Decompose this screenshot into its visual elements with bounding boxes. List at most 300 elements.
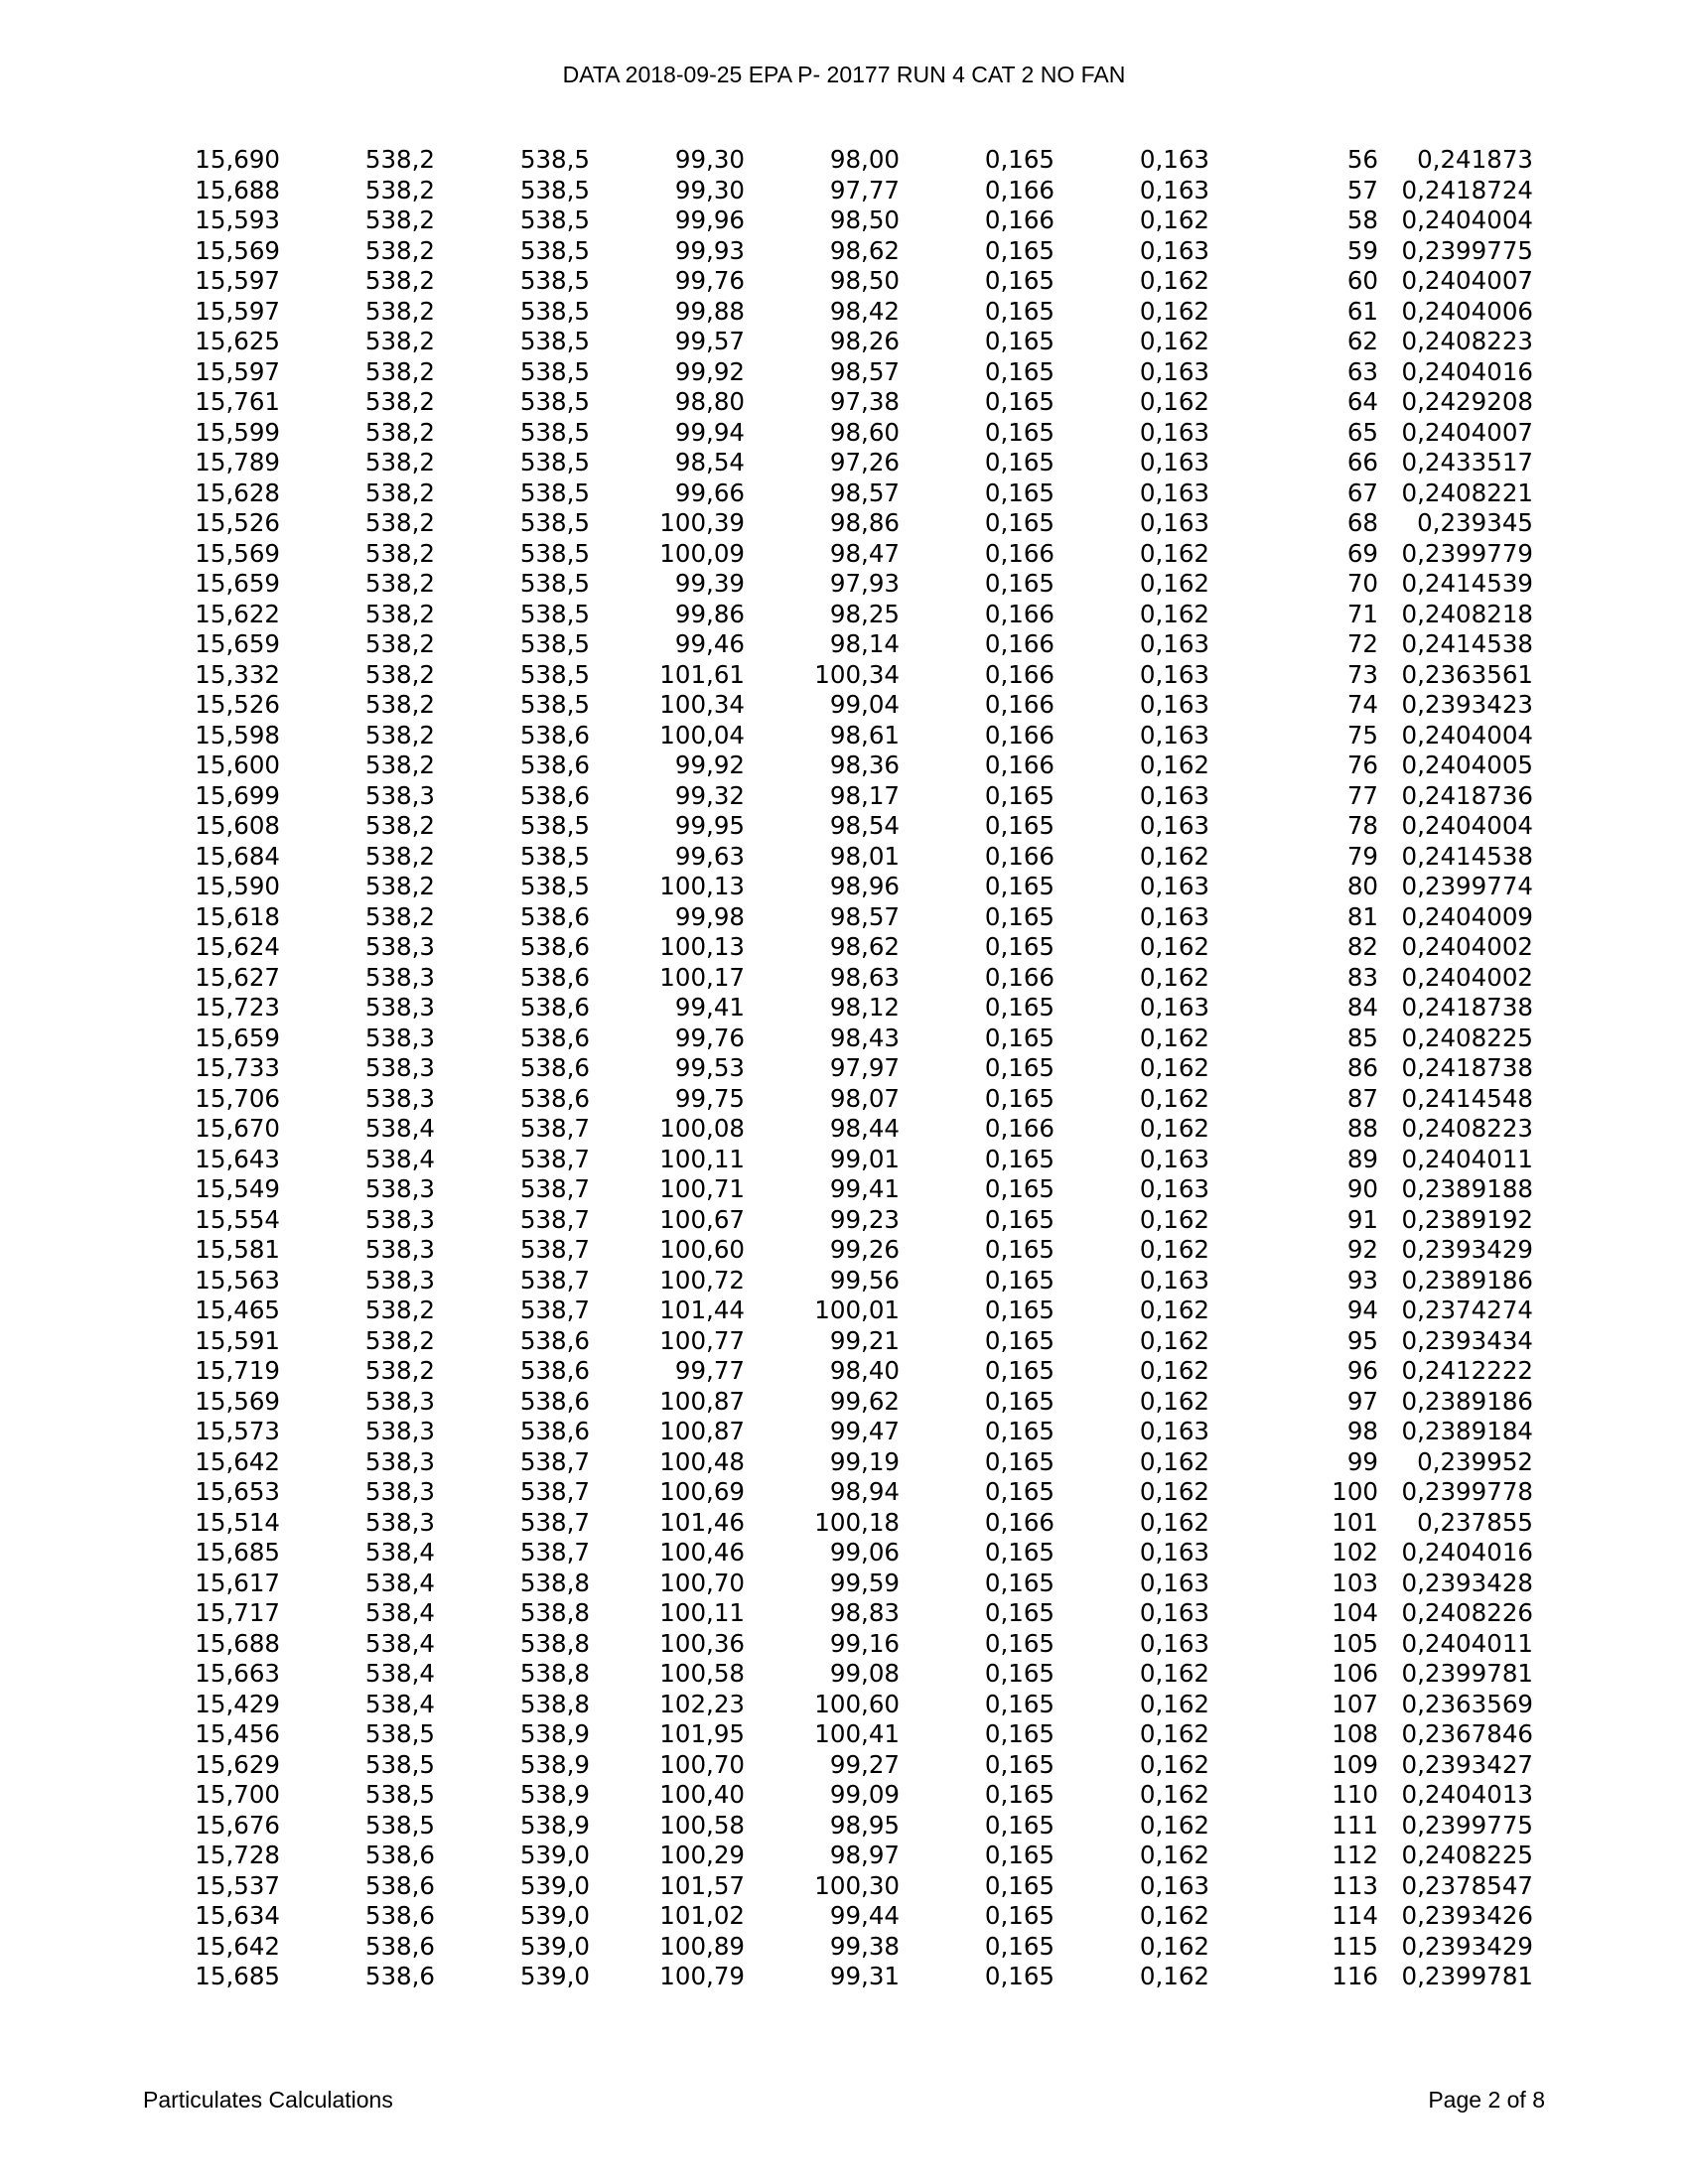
table-cell: 538,2	[364, 235, 435, 265]
table-cell: 0,162	[1139, 751, 1209, 779]
table-cell: 538,2	[364, 538, 435, 568]
table-cell: 101	[1332, 1507, 1378, 1537]
table-cell: 98,54	[829, 811, 900, 840]
table-cell: 538,5	[519, 659, 590, 689]
table-cell: 100,77	[659, 1325, 745, 1355]
table-cell: 56	[1346, 145, 1378, 174]
table-cell: 538,7	[519, 1507, 590, 1537]
table-cell: 91	[1346, 1204, 1378, 1234]
table-cell: 0,239345	[1417, 508, 1533, 537]
table-cell: 15,597	[195, 296, 280, 326]
table-cell: 15,629	[195, 1749, 280, 1779]
table-cell: 98,61	[829, 720, 900, 750]
table-row	[159, 1114, 1533, 1145]
table-cell: 100,17	[659, 962, 745, 992]
table-cell: 538,4	[364, 1538, 435, 1567]
table-cell: 15,429	[195, 1689, 280, 1718]
table-cell: 100,41	[814, 1719, 900, 1748]
table-cell: 0,165	[984, 1023, 1055, 1052]
table-cell: 538,3	[364, 993, 435, 1022]
table-cell: 0,2374274	[1401, 1296, 1533, 1324]
table-cell: 0,163	[1139, 780, 1209, 810]
table-cell: 100,29	[659, 1841, 745, 1869]
table-cell: 15,581	[195, 1235, 280, 1264]
table-row	[159, 781, 1533, 812]
table-cell: 98,43	[829, 1023, 900, 1052]
table-cell: 99,21	[829, 1325, 900, 1355]
table-cell: 539,0	[519, 1870, 590, 1900]
table-cell: 0,163	[1139, 629, 1209, 658]
table-cell: 0,165	[984, 296, 1055, 326]
table-cell: 0,162	[1139, 1296, 1209, 1324]
table-cell: 0,163	[1139, 145, 1209, 174]
table-cell: 102	[1332, 1538, 1378, 1567]
table-cell: 538,3	[364, 962, 435, 992]
table-cell: 15,628	[195, 478, 280, 507]
table-cell: 15,554	[195, 1204, 280, 1234]
table-cell: 82	[1346, 932, 1378, 961]
table-cell: 100,34	[814, 659, 900, 689]
table-cell: 0,2404011	[1401, 1628, 1533, 1658]
table-cell: 538,3	[364, 1507, 435, 1537]
table-cell: 99,19	[829, 1446, 900, 1476]
table-cell: 538,6	[364, 1870, 435, 1900]
table-cell: 0,166	[984, 175, 1055, 205]
table-cell: 15,688	[195, 1628, 280, 1658]
table-cell: 99,56	[829, 1265, 900, 1295]
table-cell: 538,2	[364, 508, 435, 537]
table-cell: 15,634	[195, 1901, 280, 1930]
table-row	[159, 932, 1533, 963]
table-cell: 538,5	[519, 175, 590, 205]
table-cell: 98,62	[829, 235, 900, 265]
table-cell: 538,4	[364, 1628, 435, 1658]
table-cell: 98,57	[829, 478, 900, 507]
table-row	[159, 1719, 1533, 1750]
table-cell: 0,165	[984, 993, 1055, 1022]
table-cell: 15,723	[195, 993, 280, 1022]
table-cell: 64	[1346, 387, 1378, 416]
table-cell: 538,2	[364, 629, 435, 658]
table-cell: 538,2	[364, 811, 435, 840]
table-row	[159, 660, 1533, 691]
table-cell: 0,163	[1139, 1144, 1209, 1173]
table-cell: 99,32	[674, 780, 745, 810]
table-cell: 15,700	[195, 1780, 280, 1809]
table-cell: 538,2	[364, 901, 435, 931]
table-cell: 100,60	[814, 1689, 900, 1718]
table-cell: 15,569	[195, 538, 280, 568]
table-cell: 90	[1346, 1174, 1378, 1203]
table-cell: 0,163	[1139, 811, 1209, 840]
table-cell: 15,663	[195, 1659, 280, 1688]
table-cell: 15,688	[195, 175, 280, 205]
table-cell: 0,162	[1139, 327, 1209, 355]
table-cell: 101,44	[659, 1296, 745, 1324]
table-cell: 70	[1346, 569, 1378, 598]
table-cell: 538,6	[364, 1931, 435, 1961]
table-row	[159, 1387, 1533, 1418]
table-cell: 100,71	[659, 1174, 745, 1203]
table-cell: 15,717	[195, 1598, 280, 1627]
table-cell: 538,5	[519, 205, 590, 234]
table-row	[159, 1145, 1533, 1175]
table-cell: 538,2	[364, 205, 435, 234]
table-cell: 98,62	[829, 932, 900, 961]
table-cell: 0,2399781	[1401, 1659, 1533, 1688]
table-cell: 538,5	[519, 387, 590, 416]
table-cell: 114	[1332, 1901, 1378, 1930]
table-cell: 0,2414538	[1401, 629, 1533, 658]
table-row	[159, 1901, 1533, 1932]
table-cell: 0,162	[1139, 1810, 1209, 1840]
table-cell: 102,23	[659, 1689, 745, 1718]
table-cell: 100	[1332, 1477, 1378, 1506]
table-cell: 538,4	[364, 1114, 435, 1143]
table-cell: 98,07	[829, 1083, 900, 1113]
table-cell: 15,624	[195, 932, 280, 961]
table-cell: 79	[1346, 841, 1378, 871]
table-cell: 15,659	[195, 1023, 280, 1052]
table-cell: 0,165	[984, 1810, 1055, 1840]
table-cell: 0,163	[1139, 659, 1209, 689]
table-cell: 100,08	[659, 1114, 745, 1143]
table-cell: 58	[1346, 205, 1378, 234]
table-cell: 0,165	[984, 932, 1055, 961]
table-cell: 0,2408225	[1401, 1023, 1533, 1052]
table-cell: 538,3	[364, 1204, 435, 1234]
table-cell: 100,87	[659, 1386, 745, 1416]
table-cell: 538,9	[519, 1780, 590, 1809]
table-cell: 60	[1346, 266, 1378, 295]
table-cell: 0,165	[984, 417, 1055, 447]
table-cell: 0,163	[1139, 356, 1209, 386]
table-cell: 15,591	[195, 1325, 280, 1355]
table-cell: 98,47	[829, 538, 900, 568]
table-cell: 100,09	[659, 538, 745, 568]
table-cell: 0,2393429	[1401, 1931, 1533, 1961]
table-cell: 0,2399774	[1401, 872, 1533, 900]
table-cell: 0,165	[984, 1325, 1055, 1355]
table-cell: 0,2399781	[1401, 1962, 1533, 1990]
table-cell: 0,163	[1139, 1568, 1209, 1597]
table-row	[159, 569, 1533, 600]
table-cell: 0,2389188	[1401, 1174, 1533, 1203]
data-table	[159, 145, 1533, 1992]
table-row	[159, 721, 1533, 751]
table-cell: 0,2408223	[1401, 327, 1533, 355]
table-cell: 538,4	[364, 1144, 435, 1173]
table-cell: 15,733	[195, 1053, 280, 1082]
table-cell: 74	[1346, 690, 1378, 719]
table-cell: 101,46	[659, 1507, 745, 1537]
table-cell: 98,60	[829, 417, 900, 447]
table-cell: 99,96	[674, 205, 745, 234]
table-cell: 0,2408218	[1401, 599, 1533, 628]
table-cell: 538,2	[364, 1325, 435, 1355]
table-cell: 538,4	[364, 1568, 435, 1597]
table-row	[159, 1024, 1533, 1054]
table-cell: 0,2393434	[1401, 1325, 1533, 1355]
table-cell: 538,6	[519, 901, 590, 931]
table-row	[159, 478, 1533, 509]
table-cell: 98,57	[829, 901, 900, 931]
table-row	[159, 1569, 1533, 1599]
table-cell: 538,8	[519, 1689, 590, 1718]
table-cell: 0,2393426	[1401, 1901, 1533, 1930]
table-cell: 538,6	[519, 993, 590, 1022]
table-cell: 100,89	[659, 1931, 745, 1961]
table-cell: 83	[1346, 962, 1378, 992]
table-cell: 81	[1346, 901, 1378, 931]
table-cell: 0,165	[984, 1689, 1055, 1718]
table-cell: 0,162	[1139, 1780, 1209, 1809]
table-cell: 99,30	[674, 175, 745, 205]
table-cell: 0,165	[984, 1144, 1055, 1173]
table-cell: 0,163	[1139, 417, 1209, 447]
table-cell: 109	[1332, 1749, 1378, 1779]
table-cell: 99,09	[829, 1780, 900, 1809]
table-row	[159, 842, 1533, 873]
table-cell: 538,7	[519, 1204, 590, 1234]
table-cell: 63	[1346, 356, 1378, 386]
table-cell: 0,166	[984, 599, 1055, 628]
table-cell: 538,2	[364, 266, 435, 295]
table-cell: 93	[1346, 1265, 1378, 1295]
table-cell: 0,2414539	[1401, 569, 1533, 598]
table-cell: 0,2404016	[1401, 1538, 1533, 1567]
table-row	[159, 357, 1533, 388]
table-cell: 538,8	[519, 1628, 590, 1658]
table-cell: 538,2	[364, 356, 435, 386]
table-cell: 98,94	[829, 1477, 900, 1506]
table-cell: 100,13	[659, 932, 745, 961]
table-cell: 0,2399779	[1401, 538, 1533, 568]
table-cell: 538,5	[519, 569, 590, 598]
table-cell: 0,162	[1139, 962, 1209, 992]
table-cell: 0,165	[984, 811, 1055, 840]
table-cell: 538,5	[519, 327, 590, 355]
table-cell: 0,166	[984, 690, 1055, 719]
table-cell: 98,26	[829, 327, 900, 355]
table-cell: 15,789	[195, 448, 280, 477]
table-cell: 100,11	[659, 1144, 745, 1173]
table-cell: 0,2404006	[1401, 296, 1533, 326]
table-cell: 0,162	[1139, 1659, 1209, 1688]
table-row	[159, 1871, 1533, 1902]
table-cell: 538,6	[519, 1083, 590, 1113]
table-cell: 100,46	[659, 1538, 745, 1567]
table-cell: 96	[1346, 1356, 1378, 1385]
table-cell: 113	[1332, 1870, 1378, 1900]
table-cell: 0,163	[1139, 872, 1209, 900]
table-cell: 538,2	[364, 387, 435, 416]
table-cell: 0,237855	[1417, 1507, 1533, 1537]
table-cell: 15,465	[195, 1296, 280, 1324]
table-row	[159, 1659, 1533, 1690]
table-cell: 115	[1332, 1931, 1378, 1961]
table-cell: 539,0	[519, 1901, 590, 1930]
table-cell: 0,163	[1139, 1538, 1209, 1567]
table-cell: 538,5	[364, 1780, 435, 1809]
table-cell: 0,2399775	[1401, 235, 1533, 265]
table-cell: 15,625	[195, 327, 280, 355]
table-cell: 538,2	[364, 327, 435, 355]
table-cell: 0,2367846	[1401, 1719, 1533, 1748]
table-cell: 538,6	[519, 932, 590, 961]
table-row	[159, 1598, 1533, 1629]
table-cell: 57	[1346, 175, 1378, 205]
table-cell: 100,60	[659, 1235, 745, 1264]
table-cell: 538,9	[519, 1810, 590, 1840]
table-cell: 538,8	[519, 1568, 590, 1597]
table-cell: 0,166	[984, 1114, 1055, 1143]
table-cell: 86	[1346, 1053, 1378, 1082]
table-cell: 107	[1332, 1689, 1378, 1718]
table-cell: 0,2399775	[1401, 1810, 1533, 1840]
table-cell: 99,30	[674, 145, 745, 174]
table-cell: 15,643	[195, 1144, 280, 1173]
table-cell: 0,162	[1139, 205, 1209, 234]
table-cell: 0,2389186	[1401, 1265, 1533, 1295]
table-cell: 100,34	[659, 690, 745, 719]
table-cell: 0,166	[984, 659, 1055, 689]
table-cell: 99,88	[674, 296, 745, 326]
table-cell: 68	[1346, 508, 1378, 537]
table-cell: 15,706	[195, 1083, 280, 1113]
table-cell: 15,642	[195, 1446, 280, 1476]
table-cell: 116	[1332, 1962, 1378, 1990]
table-cell: 538,2	[364, 690, 435, 719]
table-cell: 98,01	[829, 841, 900, 871]
table-cell: 101,95	[659, 1719, 745, 1748]
table-row	[159, 963, 1533, 994]
table-cell: 538,8	[519, 1659, 590, 1688]
table-cell: 15,563	[195, 1265, 280, 1295]
table-cell: 538,5	[519, 599, 590, 628]
table-cell: 0,2389192	[1401, 1204, 1533, 1234]
table-row	[159, 600, 1533, 630]
table-cell: 62	[1346, 327, 1378, 355]
table-cell: 100,39	[659, 508, 745, 537]
table-cell: 98,57	[829, 356, 900, 386]
table-cell: 0,165	[984, 145, 1055, 174]
table-row	[159, 1326, 1533, 1357]
table-cell: 0,162	[1139, 1325, 1209, 1355]
table-cell: 0,165	[984, 1931, 1055, 1961]
table-cell: 538,7	[519, 1296, 590, 1324]
table-cell: 15,685	[195, 1538, 280, 1567]
table-cell: 97,93	[829, 569, 900, 598]
table-cell: 100,36	[659, 1628, 745, 1658]
table-cell: 0,165	[984, 1870, 1055, 1900]
table-cell: 0,165	[984, 1417, 1055, 1445]
table-cell: 0,166	[984, 751, 1055, 779]
table-cell: 538,2	[364, 659, 435, 689]
table-cell: 538,5	[519, 235, 590, 265]
table-cell: 538,3	[364, 932, 435, 961]
table-cell: 100,69	[659, 1477, 745, 1506]
table-cell: 538,2	[364, 569, 435, 598]
table-row	[159, 508, 1533, 539]
table-cell: 538,9	[519, 1719, 590, 1748]
table-row	[159, 1447, 1533, 1478]
table-cell: 99,76	[674, 1023, 745, 1052]
table-cell: 0,2393423	[1401, 690, 1533, 719]
table-cell: 99,86	[674, 599, 745, 628]
table-cell: 0,163	[1139, 1628, 1209, 1658]
table-cell: 15,659	[195, 629, 280, 658]
table-cell: 0,2418736	[1401, 780, 1533, 810]
table-row	[159, 1629, 1533, 1660]
table-cell: 0,2404007	[1401, 266, 1533, 295]
table-cell: 538,7	[519, 1538, 590, 1567]
table-cell: 538,3	[364, 1174, 435, 1203]
table-cell: 538,4	[364, 1659, 435, 1688]
table-cell: 0,166	[984, 629, 1055, 658]
table-row	[159, 176, 1533, 206]
table-cell: 99	[1346, 1446, 1378, 1476]
table-row	[159, 1962, 1533, 1992]
table-cell: 99,92	[674, 751, 745, 779]
table-cell: 0,162	[1139, 599, 1209, 628]
table-row	[159, 1932, 1533, 1963]
table-cell: 73	[1346, 659, 1378, 689]
table-cell: 538,6	[364, 1962, 435, 1990]
table-cell: 0,163	[1139, 690, 1209, 719]
table-cell: 99,95	[674, 811, 745, 840]
table-cell: 538,5	[519, 872, 590, 900]
table-cell: 0,2389186	[1401, 1386, 1533, 1416]
table-cell: 0,165	[984, 1477, 1055, 1506]
table-cell: 0,162	[1139, 1749, 1209, 1779]
table-cell: 100,04	[659, 720, 745, 750]
table-cell: 99,92	[674, 356, 745, 386]
table-cell: 0,2412222	[1401, 1356, 1533, 1385]
table-cell: 0,163	[1139, 235, 1209, 265]
table-row	[159, 993, 1533, 1024]
table-cell: 99,08	[829, 1659, 900, 1688]
table-cell: 0,162	[1139, 266, 1209, 295]
table-cell: 0,163	[1139, 1265, 1209, 1295]
table-cell: 538,6	[519, 1325, 590, 1355]
table-cell: 15,618	[195, 901, 280, 931]
table-row	[159, 236, 1533, 267]
table-cell: 0,162	[1139, 1446, 1209, 1476]
table-cell: 99,53	[674, 1053, 745, 1082]
table-row	[159, 1508, 1533, 1539]
table-cell: 0,163	[1139, 508, 1209, 537]
table-cell: 0,165	[984, 1628, 1055, 1658]
table-cell: 98,17	[829, 780, 900, 810]
table-cell: 15,699	[195, 780, 280, 810]
table-cell: 0,2404016	[1401, 356, 1533, 386]
table-cell: 15,617	[195, 1568, 280, 1597]
table-cell: 0,165	[984, 1235, 1055, 1264]
table-cell: 0,162	[1139, 1235, 1209, 1264]
table-cell: 538,6	[519, 720, 590, 750]
table-cell: 0,2414548	[1401, 1083, 1533, 1113]
table-row	[159, 1266, 1533, 1297]
table-cell: 0,165	[984, 1204, 1055, 1234]
page-title: DATA 2018-09-25 EPA P- 20177 RUN 4 CAT 2 NO FAN	[562, 62, 1126, 87]
table-cell: 0,165	[984, 1841, 1055, 1869]
table-cell: 538,6	[364, 1901, 435, 1930]
table-cell: 538,7	[519, 1446, 590, 1476]
table-cell: 15,526	[195, 508, 280, 537]
table-cell: 0,2408221	[1401, 478, 1533, 507]
table-cell: 98,12	[829, 993, 900, 1022]
